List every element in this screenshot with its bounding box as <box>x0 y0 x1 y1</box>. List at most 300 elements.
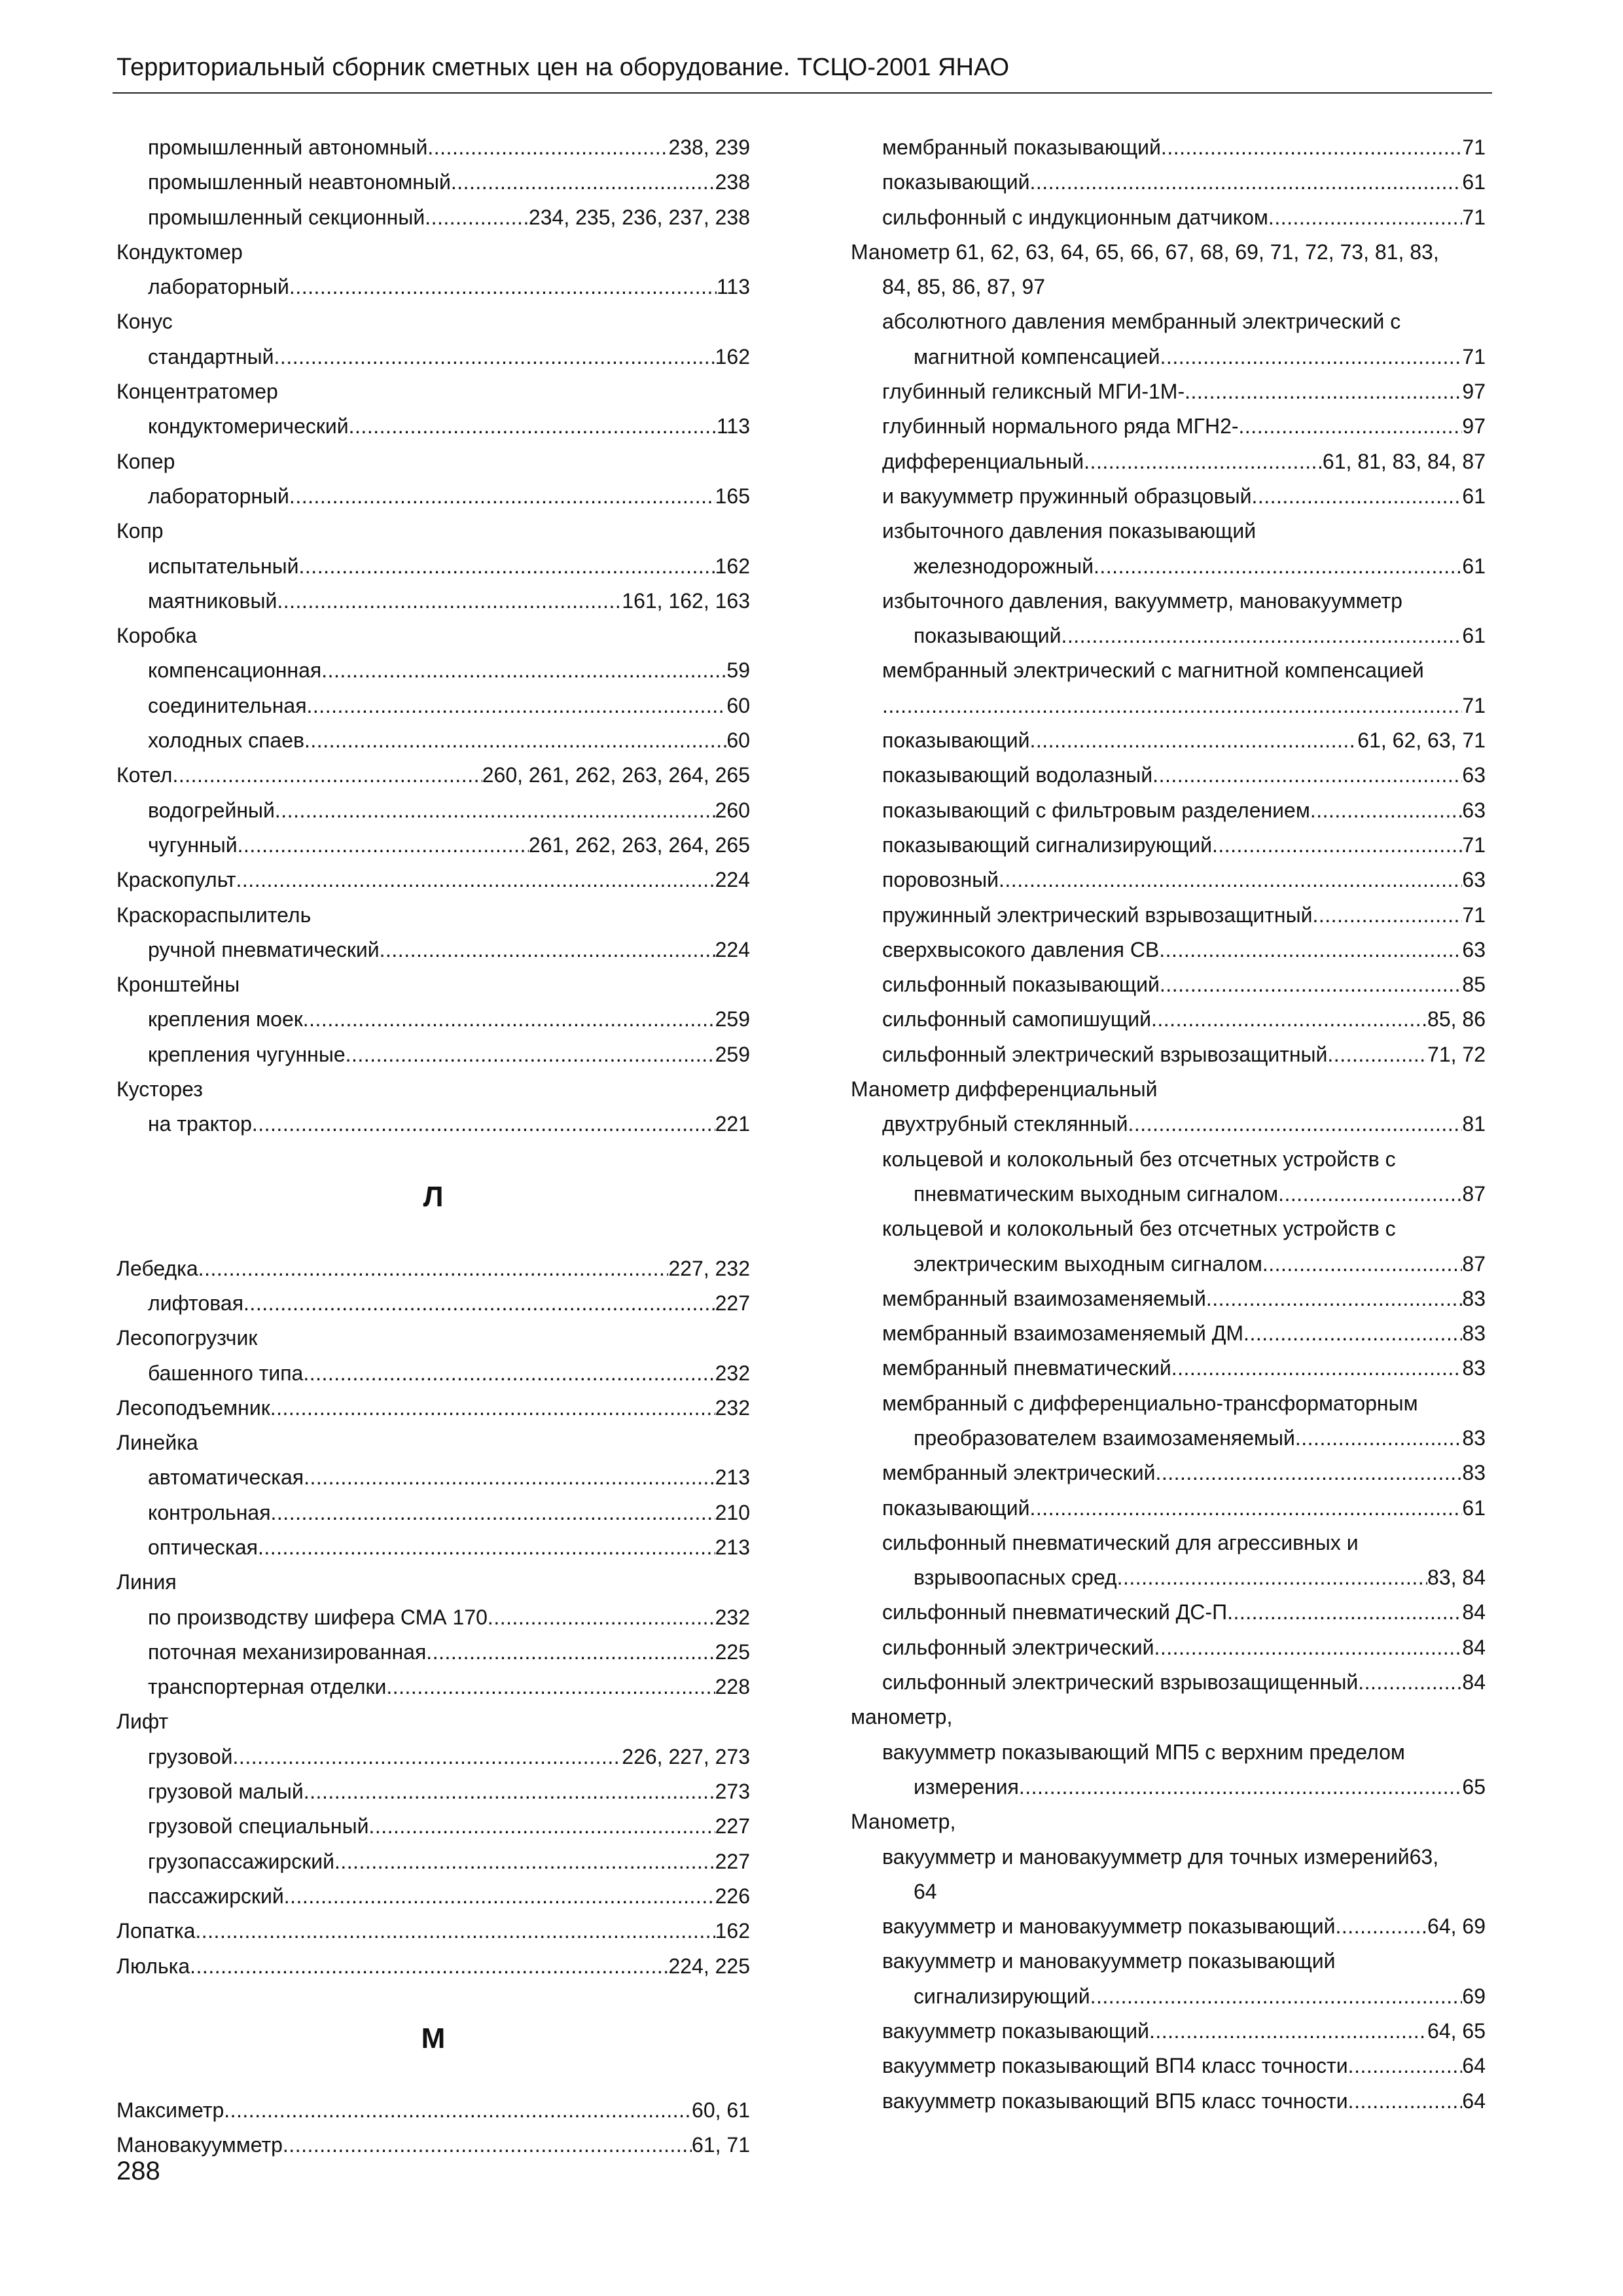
index-term: сверхвысокого давления СВ <box>882 937 1160 961</box>
page-refs: 87 <box>1462 1251 1486 1276</box>
dot-leader <box>386 1670 715 1704</box>
index-entry <box>116 2128 750 2162</box>
page-refs: 71 <box>1462 344 1486 368</box>
dot-leader <box>1029 165 1462 200</box>
dot-leader <box>243 1286 715 1321</box>
dot-leader <box>1348 2084 1463 2119</box>
index-headword: Конус <box>116 310 173 334</box>
dot-leader <box>304 723 726 758</box>
index-headword: Копер <box>116 449 175 473</box>
index-entry <box>116 1879 750 1914</box>
dot-leader <box>1278 1177 1462 1211</box>
dot-leader <box>1268 200 1462 235</box>
index-term: дифференциальный <box>882 449 1084 473</box>
dot-leader <box>349 409 717 444</box>
index-entry <box>116 1107 750 1141</box>
index-entry <box>116 1844 750 1879</box>
index-entry <box>851 1630 1486 1665</box>
dot-leader <box>1312 898 1462 933</box>
index-entry <box>116 793 750 828</box>
index-entry <box>116 479 750 514</box>
dot-leader <box>1239 409 1463 444</box>
index-entry <box>851 863 1486 897</box>
page-refs: 224 <box>715 937 750 961</box>
index-entry <box>851 933 1486 967</box>
page-refs: 227 <box>715 1291 750 1315</box>
page-refs: 71 <box>1462 693 1486 717</box>
index-term: взрывоопасных сред <box>914 1566 1117 1590</box>
dot-leader <box>1159 933 1462 967</box>
index-entry <box>851 1560 1486 1595</box>
dot-leader <box>1117 1560 1427 1595</box>
dot-leader <box>451 165 715 200</box>
page-refs: 162 <box>715 1919 750 1943</box>
index-term: лабораторный <box>148 484 289 508</box>
page-refs: 83, 84 <box>1427 1566 1486 1590</box>
page-refs: 61, 62, 63, 71 <box>1357 728 1486 753</box>
dot-leader <box>1149 2014 1427 2049</box>
index-term: испытательный <box>148 554 299 578</box>
index-term: соединительная <box>148 693 307 717</box>
index-entry <box>116 653 750 688</box>
index-term: чугунный <box>148 833 238 857</box>
index-entry <box>851 1282 1486 1316</box>
index-entry <box>116 130 750 165</box>
index-entry <box>851 1491 1486 1526</box>
dot-leader <box>304 1774 715 1809</box>
index-entry <box>851 1247 1486 1282</box>
page-refs: 71 <box>1462 903 1486 927</box>
index-entry <box>116 2093 750 2128</box>
dot-leader <box>426 1635 715 1670</box>
dot-leader <box>999 863 1462 897</box>
index-term: преобразователем взаимозаменяемый <box>914 1426 1295 1450</box>
index-term: вакуумметр показывающий <box>882 2019 1149 2043</box>
index-term: промышленный секционный <box>148 205 425 229</box>
index-headword: Концентратомер <box>116 380 278 404</box>
dot-leader <box>1227 1595 1462 1630</box>
index-term: показывающий <box>882 728 1030 753</box>
index-subentry-text: вакуумметр показывающий МП5 с верхним пределом <box>882 1740 1405 1764</box>
page-refs: 260 <box>715 798 750 822</box>
index-subentry-text: кольцевой и колокольный без отсчетных устройств с <box>882 1217 1396 1241</box>
index-term: сигнализирующий <box>914 1984 1090 2008</box>
index-entry <box>851 967 1486 1002</box>
page-refs: 61 <box>1462 1496 1486 1520</box>
index-entry <box>851 130 1486 165</box>
page-refs: 261, 262, 263, 264, 265 <box>528 833 750 857</box>
index-entry <box>116 689 750 723</box>
page-refs: 64, 69 <box>1427 1914 1486 1939</box>
page-refs: 60 <box>726 693 750 717</box>
page-refs: 232 <box>715 1605 750 1629</box>
index-term: сильфонный электрический взрывозащитный <box>882 1042 1328 1066</box>
dot-leader <box>1185 374 1462 409</box>
index-term: грузопассажирский <box>148 1849 334 1873</box>
page-refs: 84 <box>1462 1635 1486 1659</box>
index-term: глубинный геликсный МГИ-1М- <box>882 380 1185 404</box>
dot-leader <box>1160 340 1463 374</box>
index-entry <box>851 374 1486 409</box>
index-term: крепления моек <box>148 1007 303 1031</box>
dot-leader <box>236 863 715 897</box>
section-letter-heading: Л <box>423 1180 444 1213</box>
index-term: вакуумметр и мановакуумметр показывающий <box>882 1914 1336 1939</box>
index-term: лифтовая <box>148 1291 244 1315</box>
dot-leader <box>368 1809 715 1844</box>
page-refs: 64, 65 <box>1427 2019 1486 2043</box>
index-term: сильфонный пневматический ДС-П <box>882 1600 1228 1624</box>
index-term: показывающий <box>882 1496 1030 1520</box>
index-term: измерения <box>914 1774 1019 1799</box>
index-headword: Коробка <box>116 624 197 648</box>
page-refs: 213 <box>715 1535 750 1559</box>
index-entry <box>851 409 1486 444</box>
page-refs: 81 <box>1462 1112 1486 1136</box>
index-entry <box>116 1635 750 1670</box>
index-subentry-text: избыточного давления показывающий <box>882 519 1257 543</box>
index-term: транспортерная отделки <box>148 1675 387 1699</box>
header-rule <box>113 92 1492 94</box>
index-term: сильфонный с индукционным датчиком <box>882 205 1268 229</box>
index-headword: Кронштейны <box>116 973 240 997</box>
page-refs: 83 <box>1462 1356 1486 1380</box>
index-headword: Кондуктомер <box>116 240 243 264</box>
page-refs: 113 <box>716 275 750 299</box>
page-refs: 71 <box>1462 135 1486 159</box>
index-term: поровозный <box>882 868 999 892</box>
page-number: 288 <box>116 2157 160 2185</box>
index-entry <box>116 165 750 200</box>
dot-leader <box>1155 1456 1462 1490</box>
index-entry <box>116 828 750 863</box>
index-entry <box>851 2049 1486 2083</box>
dot-leader <box>1251 479 1462 514</box>
dot-leader <box>195 1914 715 1948</box>
page-refs: 213 <box>715 1465 750 1490</box>
dot-leader <box>258 1530 715 1565</box>
dot-leader <box>1061 619 1462 653</box>
section-letter-heading: М <box>421 2022 446 2054</box>
index-term: грузовой специальный <box>148 1814 369 1839</box>
index-term: сильфонный самопишущий <box>882 1007 1151 1031</box>
dot-leader <box>274 340 715 374</box>
index-entry <box>851 165 1486 200</box>
dot-leader <box>1327 1037 1427 1072</box>
index-entry <box>851 549 1486 584</box>
page-refs: 228 <box>715 1675 750 1699</box>
page-refs: 63 <box>1462 937 1486 961</box>
index-term: оптическая <box>148 1535 258 1559</box>
dot-leader <box>303 1002 715 1037</box>
index-headword: Линия <box>116 1570 177 1594</box>
page-refs: 61 <box>1462 170 1486 194</box>
index-term: мембранный электрический <box>882 1461 1156 1485</box>
page-refs: 83 <box>1462 1426 1486 1450</box>
dot-leader <box>1019 1770 1463 1804</box>
dot-leader <box>303 1356 715 1391</box>
dot-leader <box>1029 1491 1462 1526</box>
index-term: пружинный электрический взрывозащитный <box>882 903 1313 927</box>
index-entry <box>116 723 750 758</box>
dot-leader <box>283 2128 692 2162</box>
dot-leader <box>1212 828 1462 863</box>
running-header: Территориальный сборник сметных цен на оборудование. ТСЦО-2001 ЯНАО <box>116 54 1010 81</box>
index-subentry-text: 84, 85, 86, 87, 97 <box>882 275 1046 299</box>
index-term: башенного типа <box>148 1361 304 1385</box>
page-refs: 61, 81, 83, 84, 87 <box>1322 449 1486 473</box>
index-entry <box>116 1460 750 1495</box>
dot-leader <box>1094 549 1462 584</box>
dot-leader <box>1206 1282 1463 1316</box>
page-refs: 87 <box>1462 1181 1486 1206</box>
index-entry <box>851 1770 1486 1804</box>
index-term: поточная механизированная <box>148 1640 427 1664</box>
dot-leader <box>1336 1909 1428 1944</box>
index-entry <box>851 1316 1486 1351</box>
index-entry <box>851 2084 1486 2119</box>
index-term: водогрейный <box>148 798 275 822</box>
index-headword: Копр <box>116 519 164 543</box>
page-refs: 84 <box>1462 1600 1486 1624</box>
index-subentry-text: избыточного давления, вакуумметр, мановакуумметр <box>882 588 1402 613</box>
index-entry <box>116 584 750 619</box>
index-term: мембранный взаимозаменяемый ДМ <box>882 1321 1244 1346</box>
dot-leader <box>882 689 1462 723</box>
index-term: пневматическим выходным сигналом <box>914 1181 1279 1206</box>
index-term: электрическим выходным сигналом <box>914 1251 1262 1276</box>
index-term: и вакуумметр пружинный образцовый <box>882 484 1252 508</box>
dot-leader <box>224 2093 692 2128</box>
index-headword: Краскораспылитель <box>116 903 312 927</box>
dot-leader <box>270 1391 715 1426</box>
index-term: Краскопульт <box>116 868 236 892</box>
index-entry <box>116 1002 750 1037</box>
page-refs: 71 <box>1462 205 1486 229</box>
index-entry <box>851 444 1486 479</box>
page-refs: 226 <box>715 1884 750 1908</box>
index-term: холодных спаев <box>148 728 305 753</box>
index-entry <box>116 1740 750 1774</box>
page-refs: 162 <box>715 554 750 578</box>
page-refs: 260, 261, 262, 263, 264, 265 <box>482 763 750 787</box>
index-term: контрольная <box>148 1500 271 1524</box>
dot-leader <box>289 270 717 304</box>
dot-leader <box>1171 1351 1463 1386</box>
index-entry <box>116 1600 750 1635</box>
index-term: Лопатка <box>116 1919 196 1943</box>
index-subentry-text: 64 <box>914 1879 937 1903</box>
page-refs: 234, 235, 236, 237, 238 <box>528 205 750 229</box>
index-headword: Манометр 61, 62, 63, 64, 65, 66, 67, 68, 69, 71, 72, 73, 81, 83, <box>851 240 1439 264</box>
index-term: Котел <box>116 763 173 787</box>
dot-leader <box>1161 130 1462 165</box>
index-subentry-text: кольцевой и колокольный без отсчетных устройств с <box>882 1147 1396 1171</box>
dot-leader <box>1084 444 1323 479</box>
index-column-left <box>116 130 750 2162</box>
dot-leader <box>238 828 529 863</box>
page-refs: 63 <box>1462 763 1486 787</box>
dot-leader <box>299 549 715 584</box>
page-refs: 71 <box>1462 833 1486 857</box>
index-entry <box>851 1909 1486 1944</box>
index-entry <box>851 1979 1486 2014</box>
dot-leader <box>425 200 529 235</box>
index-entry <box>116 1809 750 1844</box>
index-term: Максиметр <box>116 2098 224 2122</box>
page-refs: 97 <box>1462 414 1486 439</box>
index-entry <box>851 689 1486 723</box>
dot-leader <box>289 479 715 514</box>
index-entry <box>851 1421 1486 1456</box>
index-entry <box>851 723 1486 758</box>
dot-leader <box>427 130 668 165</box>
index-term: сильфонный показывающий <box>882 973 1160 997</box>
index-entry <box>116 549 750 584</box>
index-term: сильфонный электрический <box>882 1635 1154 1659</box>
page-refs: 227 <box>715 1849 750 1873</box>
page-refs: 232 <box>715 1395 750 1420</box>
index-entry <box>851 758 1486 793</box>
index-entry <box>116 1774 750 1809</box>
page-refs: 83 <box>1462 1286 1486 1310</box>
dot-leader <box>233 1740 622 1774</box>
index-term: Мановакуумметр <box>116 2133 283 2157</box>
page-refs: 63 <box>1462 868 1486 892</box>
dot-leader <box>488 1600 715 1635</box>
index-term: стандартный <box>148 344 274 368</box>
index-term: показывающий <box>882 170 1030 194</box>
index-term: на трактор <box>148 1112 252 1136</box>
index-term: промышленный неавтономный <box>148 170 451 194</box>
index-term: показывающий сигнализирующий <box>882 833 1212 857</box>
dot-leader <box>1358 1665 1462 1700</box>
page-refs: 60, 61 <box>692 2098 750 2122</box>
index-entry <box>116 340 750 374</box>
index-entry <box>116 758 750 793</box>
index-entry <box>851 898 1486 933</box>
index-term: лабораторный <box>148 275 289 299</box>
index-entry <box>116 1496 750 1530</box>
index-headword: Манометр дифференциальный <box>851 1077 1158 1102</box>
index-entry <box>116 1914 750 1948</box>
index-entry <box>116 1286 750 1321</box>
page-refs: 259 <box>715 1042 750 1066</box>
index-entry <box>851 1665 1486 1700</box>
dot-leader <box>1151 1002 1427 1037</box>
dot-leader <box>380 933 715 967</box>
page-refs: 60 <box>726 728 750 753</box>
page-refs: 227 <box>715 1814 750 1839</box>
index-term: мембранный взаимозаменяемый <box>882 1286 1206 1310</box>
index-term: Люлька <box>116 1954 190 1978</box>
dot-leader <box>252 1107 715 1141</box>
index-entry <box>116 1391 750 1426</box>
page-refs: 97 <box>1462 380 1486 404</box>
index-term: крепления чугунные <box>148 1042 346 1066</box>
index-headword: Линейка <box>116 1431 198 1455</box>
index-term: пассажирский <box>148 1884 284 1908</box>
index-entry <box>116 933 750 967</box>
page-refs: 162 <box>715 344 750 368</box>
index-headword: Кусторез <box>116 1077 203 1102</box>
index-term: магнитной компенсацией <box>914 344 1160 368</box>
index-term: по производству шифера СМА 170 <box>148 1605 488 1629</box>
index-entry <box>116 1530 750 1565</box>
index-entry <box>116 1949 750 1984</box>
page-refs: 221 <box>715 1112 750 1136</box>
index-subentry-text: мембранный с дифференциально-трансформаторным <box>882 1391 1418 1415</box>
index-entry <box>116 270 750 304</box>
index-term: ручной пневматический <box>148 937 380 961</box>
dot-leader <box>307 689 727 723</box>
dot-leader <box>1310 793 1463 828</box>
page-refs: 64 <box>1462 2054 1486 2078</box>
index-term: показывающий с фильтровым разделением <box>882 798 1310 822</box>
index-entry <box>851 1595 1486 1630</box>
index-entry <box>851 479 1486 514</box>
dot-leader <box>198 1251 669 1286</box>
index-subentry-text: вакуумметр и мановакуумметр для точных измерений63, <box>882 1844 1439 1869</box>
page-refs: 61, 71 <box>692 2133 750 2157</box>
index-entry <box>851 828 1486 863</box>
page-refs: 165 <box>715 484 750 508</box>
index-entry <box>851 340 1486 374</box>
page-refs: 59 <box>726 658 750 683</box>
index-subentry-text: мембранный электрический с магнитной компенсацией <box>882 658 1424 683</box>
index-term: компенсационная <box>148 658 322 683</box>
dot-leader <box>1262 1247 1463 1282</box>
page-refs: 83 <box>1462 1461 1486 1485</box>
page-refs: 224 <box>715 868 750 892</box>
page-refs: 224, 225 <box>668 1954 750 1978</box>
page-refs: 61 <box>1462 554 1486 578</box>
page-refs: 227, 232 <box>668 1256 750 1280</box>
page-refs: 84 <box>1462 1670 1486 1695</box>
dot-leader <box>1128 1107 1463 1141</box>
index-entry <box>851 1107 1486 1141</box>
index-entry <box>116 1037 750 1072</box>
page-refs: 63 <box>1462 798 1486 822</box>
dot-leader <box>304 1460 715 1495</box>
index-subentry-text: сильфонный пневматический для агрессивных и <box>882 1530 1359 1554</box>
index-entry <box>851 1037 1486 1072</box>
page-refs: 238, 239 <box>668 135 750 159</box>
dot-leader <box>334 1844 715 1879</box>
page-refs: 161, 162, 163 <box>622 588 750 613</box>
dot-leader <box>271 1496 715 1530</box>
index-entry <box>851 2014 1486 2049</box>
index-term: вакуумметр показывающий ВП5 класс точности <box>882 2089 1348 2113</box>
index-headword: Лесопогрузчик <box>116 1326 258 1350</box>
dot-leader <box>321 653 726 688</box>
index-term: Лесоподъемник <box>116 1395 270 1420</box>
page-refs: 273 <box>715 1780 750 1804</box>
dot-leader <box>346 1037 715 1072</box>
index-entry <box>116 409 750 444</box>
page-refs: 259 <box>715 1007 750 1031</box>
page-refs: 210 <box>715 1500 750 1524</box>
page-refs: 61 <box>1462 484 1486 508</box>
index-entry <box>851 200 1486 235</box>
dot-leader <box>1348 2049 1463 2083</box>
index-term: сильфонный электрический взрывозащищенный <box>882 1670 1359 1695</box>
dot-leader <box>172 758 482 793</box>
dot-leader <box>1160 967 1463 1002</box>
page-refs: 85, 86 <box>1427 1007 1486 1031</box>
index-term: мембранный показывающий <box>882 135 1161 159</box>
index-term: двухтрубный стеклянный <box>882 1112 1128 1136</box>
